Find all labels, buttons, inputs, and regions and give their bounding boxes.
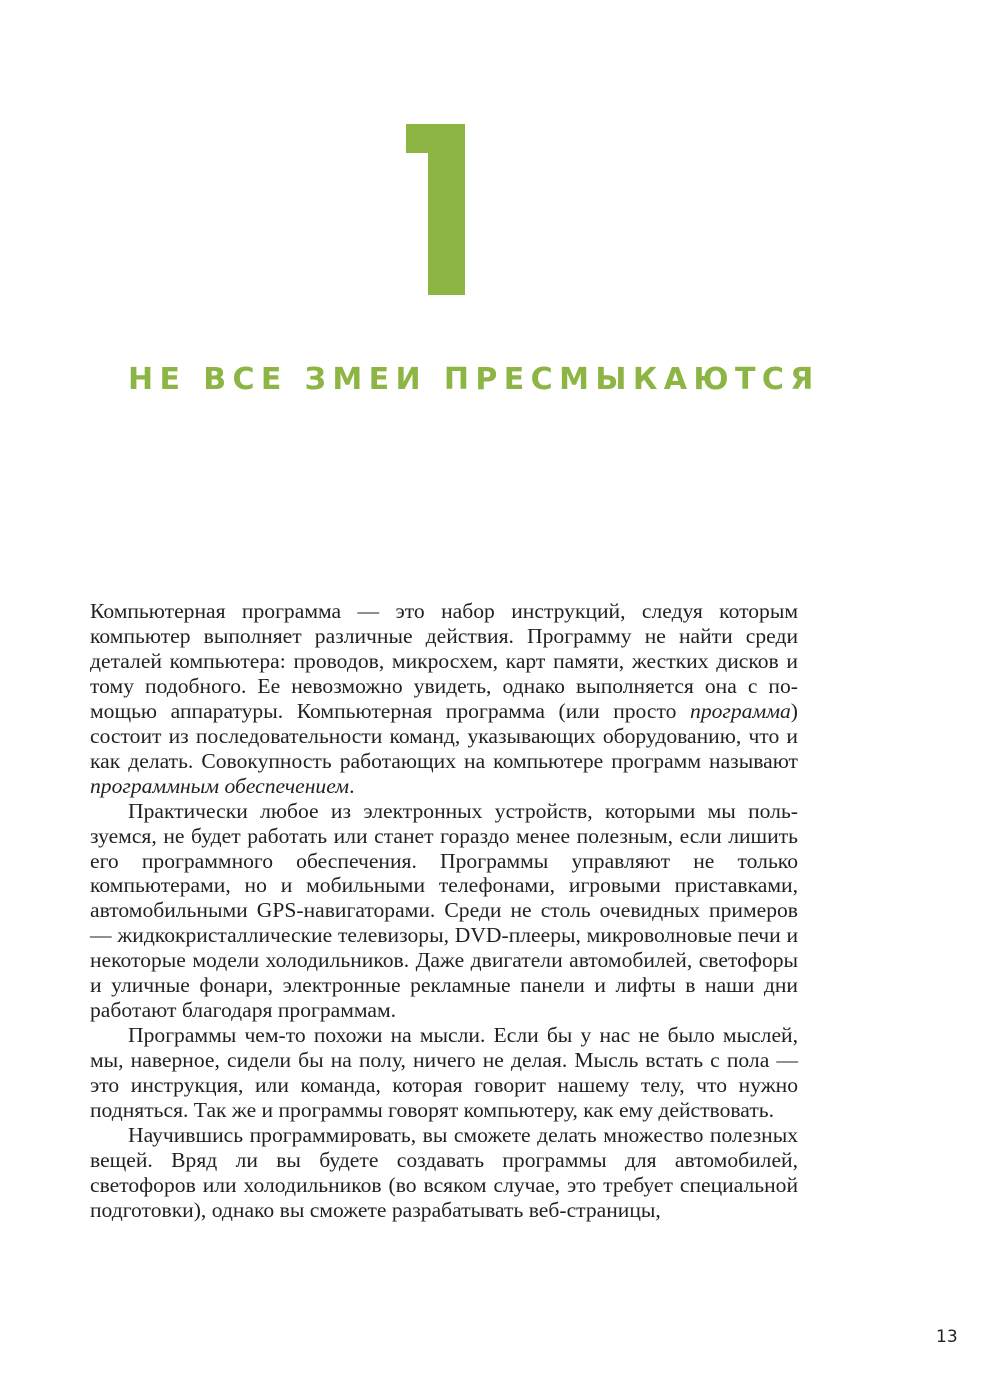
paragraph (90, 599, 798, 799)
chapter-number (400, 124, 466, 296)
body-text (90, 599, 798, 1223)
paragraph-text: . (349, 773, 355, 798)
paragraph: Научившись программировать, вы сможете делать множество полезных вещей. Вряд ли вы будете создавать программы для автомобилей, светофоров или холодильников (во всяком случае, это требует специальной подготовки), однако вы сможете разрабатывать веб-страницы, (90, 1123, 798, 1222)
italic-term: программа (690, 698, 791, 723)
paragraph: Практически любое из электронных устройств, которыми мы пользуемся, не будет работать или станет гораздо менее полезным, если лишить его программного обеспечения. Программы управляют не только компьютерами, но и мобильными телефонами, игровыми приставками, автомобильными GPS-навигаторами. Среди не столь очевидных примеров — жидкокристаллические телевизоры, DVD-плееры, микроволновые печи и некоторые модели холодильников. Даже двигатели автомобилей, светофоры и уличные фонари, электронные рекламные панели и лифты в наши дни работают благодаря программам. (90, 798, 798, 1023)
paragraph-text: ) состоит из последовательности команд, указывающих оборудованию, что и как делать. Совокупность работающих на компьютере программ называют (90, 698, 798, 773)
italic-term: программным обеспечением (90, 773, 350, 798)
chapter-number-glyph (406, 124, 465, 295)
paragraph: Программы чем-то похожи на мысли. Если бы у нас не было мыслей, мы, наверное, сидели бы на полу, ничего не делая. Мысль встать с пола — это инструкция, или команда, которая говорит нашему телу, что нужно подняться. Так же и программы говорят компьютеру, как ему действовать. (90, 1023, 798, 1123)
page-number: 13 (936, 1327, 958, 1347)
chapter-title: НЕ ВСЕ ЗМЕИ ПРЕСМЫКАЮТСЯ (128, 362, 820, 397)
paragraph-text: Компьютерная программа — это набор инструкций, следуя которым компьютер выполняет различные действия. Программу не найти среди деталей компьютера: проводов, микросхем, карт памяти, жестких дисков и тому подобного. Ее невозможно увидеть, однако выполняется она с помощью аппаратуры. Компьютерная программа (или просто (90, 599, 798, 723)
